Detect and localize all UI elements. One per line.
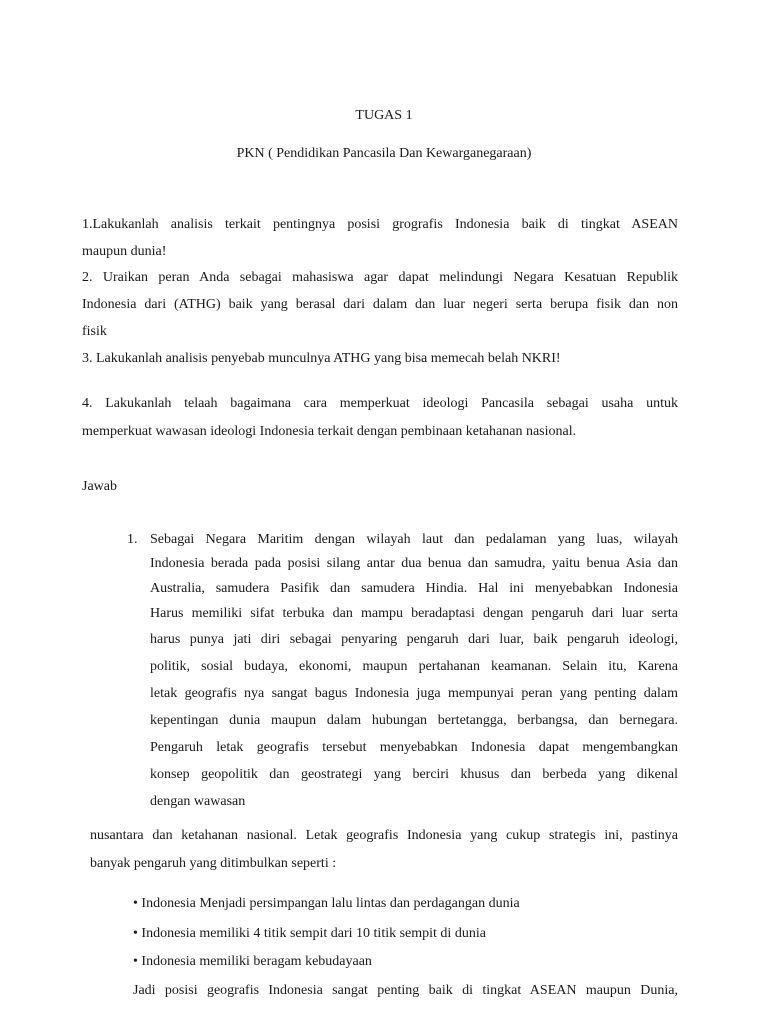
question-1-line-1: 1.Lakukanlah analisis terkait pentingnya posisi grografis Indonesia baik di tingkat ASEAN [82,217,678,232]
question-2-line-1: 2. Uraikan peran Anda sebagai mahasiswa agar dapat melindungi Negara Kesatuan Republik [82,270,678,285]
answer-1-line-5: harus punya jati diri sebagai penyaring pengaruh dari luar, baik pengaruh ideologi, [150,632,678,647]
continuation-line-2: banyak pengaruh yang ditimbulkan seperti : [90,856,337,871]
answer-1-line-7: letak geografis nya sangat bagus Indonesia juga mempunyai peran yang penting dalam [150,686,678,701]
question-4-line-1: 4. Lakukanlah telaah bagaimana cara memperkuat ideologi Pancasila sebagai usaha untuk [82,396,678,411]
answer-1-line-8: kepentingan dunia maupun dalam hubungan bertetangga, berbangsa, dan bernegara. [150,713,678,728]
question-2-line-2: Indonesia dari (ATHG) baik yang berasal dari dalam dan luar negeri serta berupa fisik dan non [82,297,678,312]
answer-1-line-10: konsep geopolitik dan geostrategi yang berciri khusus dan berbeda yang dikenal [150,767,678,782]
question-4-line-2: memperkuat wawasan ideologi Indonesia terkait dengan pembinaan ketahanan nasional. [82,424,577,439]
answer-1-line-4: Harus memiliki sifat terbuka dan mampu beradaptasi dengan pengaruh dari luar serta [150,606,678,621]
question-2-line-3: fisik [82,324,107,339]
answer-1-line-11: dengan wawasan [150,794,246,809]
answer-1-line-2: Indonesia berada pada posisi silang antar dua benua dan samudra, yaitu benua Asia dan [150,556,678,571]
answer-1-line-9: Pengaruh letak geografis tersebut menyebabkan Indonesia dapat mengembangkan [150,740,678,755]
answer-1-line-3: Australia, samudera Pasifik dan samudera Hindia. Hal ini menyebabkan Indonesia [150,581,678,596]
document-title: TUGAS 1 [355,108,413,123]
answer-heading: Jawab [82,479,117,494]
closing-line: Jadi posisi geografis Indonesia sangat penting baik di tingkat ASEAN maupun Dunia, [133,983,678,998]
answer-1-number: 1. [127,532,138,547]
document-subtitle: PKN ( Pendidikan Pancasila Dan Kewarganegaraan) [236,146,532,161]
continuation-line-1: nusantara dan ketahanan nasional. Letak geografis Indonesia yang cukup strategis ini, pastinya [90,828,678,843]
bullet-item: • Indonesia memiliki 4 titik sempit dari 10 titik sempit di dunia [133,926,486,941]
answer-1-line-1: Sebagai Negara Maritim dengan wilayah laut dan pedalaman yang luas, wilayah [150,532,678,547]
answer-1-line-6: politik, sosial budaya, ekonomi, maupun pertahanan keamanan. Selain itu, Karena [150,659,678,674]
bullet-item: • Indonesia Menjadi persimpangan lalu lintas dan perdagangan dunia [133,896,520,911]
question-1-line-2: maupun dunia! [82,244,167,259]
bullet-item: • Indonesia memiliki beragam kebudayaan [133,954,372,969]
question-3-line-1: 3. Lakukanlah analisis penyebab munculnya ATHG yang bisa memecah belah NKRI! [82,351,561,366]
